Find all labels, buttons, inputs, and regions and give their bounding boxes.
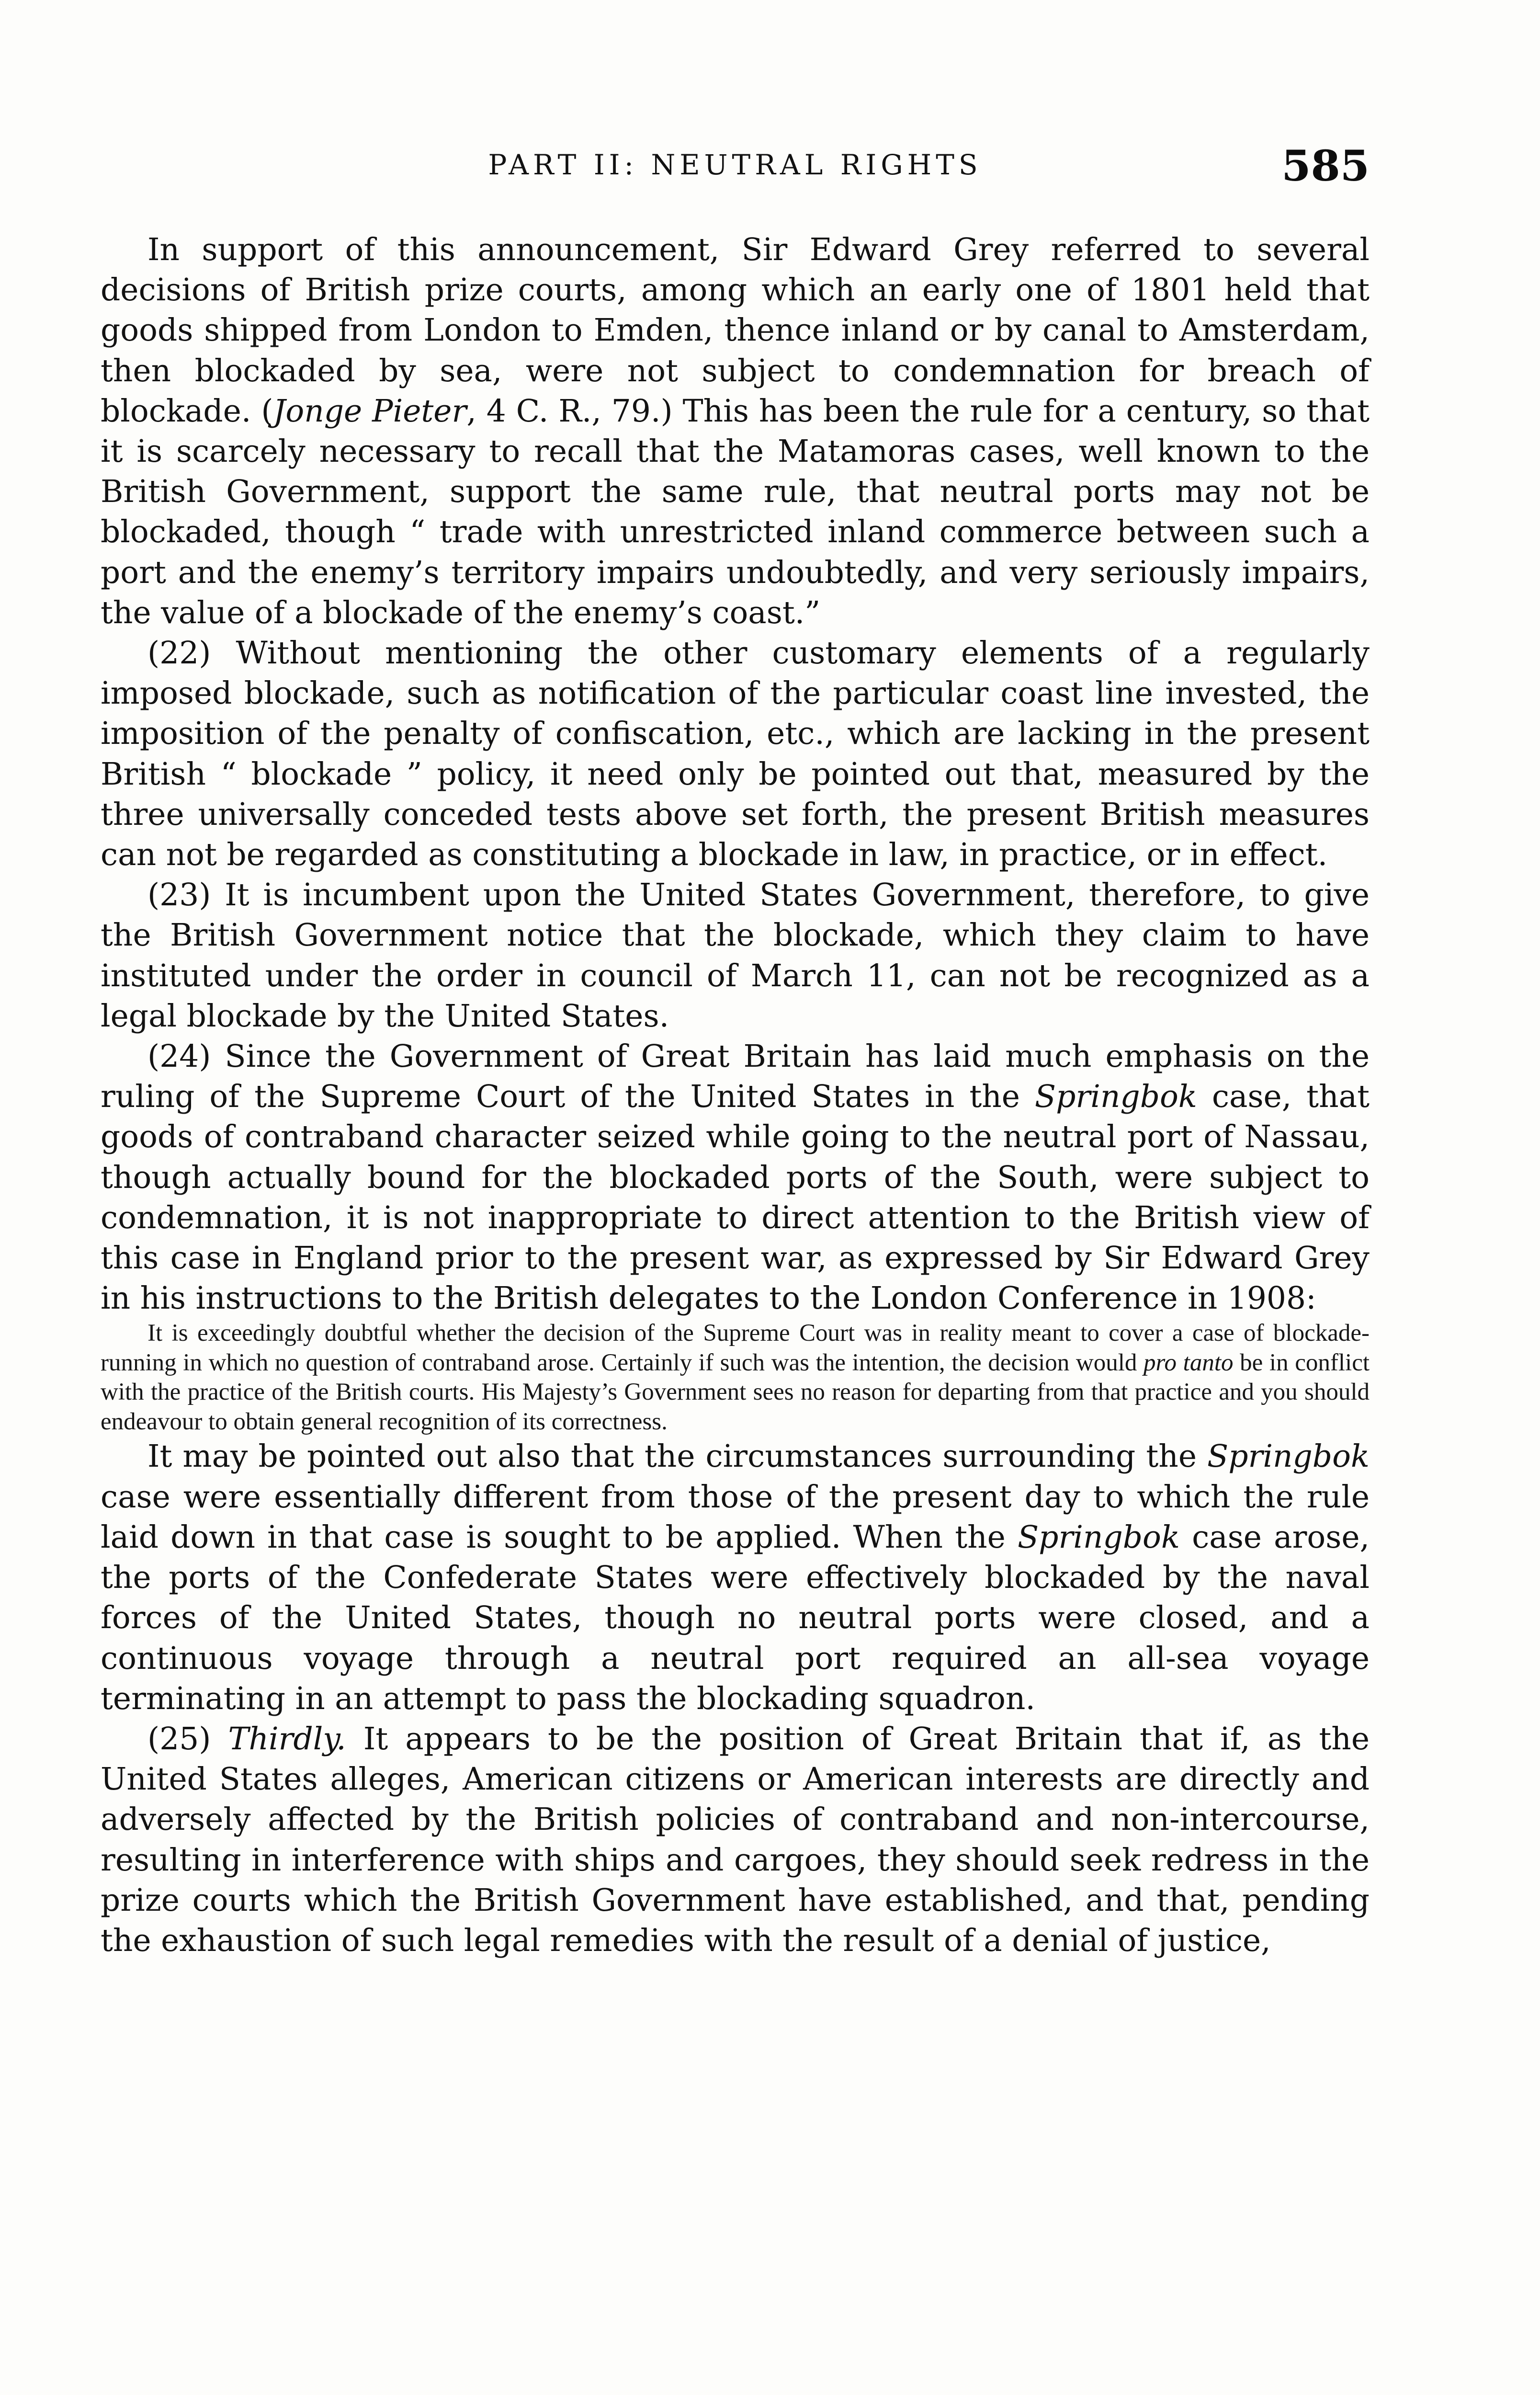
paragraph-24 (101, 1037, 1370, 1319)
page-number: 585 (1281, 141, 1370, 191)
running-head: PART II: NEUTRAL RIGHTS (488, 148, 982, 181)
quote-text: be in conflict with the practice of the British courts. His Majesty’s Government sees no reason for departing from that practice and you should endeavour to obtain general recognition of its correctness. (101, 1349, 1370, 1435)
paragraph-text: case, that goods of contraband character seized while going to the neutral port of Nassau, though actually bound for the blockaded ports of the South, were subject to condemnation, it is not inappropriate to direct attention to the British view of this case in England prior to the present war, as expressed by Sir Edward Grey in his instructions to the British delegates to the London Conference in 1908: (101, 1079, 1370, 1317)
paragraph-grey-announcement (101, 230, 1370, 633)
paragraph-number: (25) (147, 1721, 228, 1757)
quote-text: It is exceedingly doubtful whether the decision of the Supreme Court was in reality meant to cover a case of blockade-running in which no question of contraband arose. Certainly if such was the intention, the decision would (101, 1320, 1370, 1376)
case-name: Springbok (1034, 1079, 1197, 1115)
case-name: Jonge Pieter (273, 393, 467, 429)
case-name: Springbok (1018, 1519, 1180, 1555)
body-text (101, 230, 1370, 1961)
case-name: Springbok (1207, 1438, 1370, 1475)
paragraph-25 (101, 1719, 1370, 1961)
paragraph-text: It may be pointed out also that the circumstances surrounding the (147, 1438, 1208, 1475)
page-header (101, 141, 1370, 201)
quote-italic-phrase: pro tanto (1144, 1349, 1234, 1376)
paragraph-text: , 4 C. R., 79.) This has been the rule for a century, so that it is scarcely necessary to recall that the Matamoras cases, well known to the British Government, support the same rule, that neutral ports may not be blockaded, though “ trade with unrestricted inland commerce between such a port and the enemy’s territory impairs undoubtedly, and very seriously impairs, the value of a blockade of the enemy’s coast.” (101, 393, 1370, 631)
paragraph-text: In support of this announcement, Sir Edward Grey referred to several decisions of British prize courts, among which an early one of 1801 held that goods shipped from London to Emden, thence inland or by canal to Amsterdam, then blockaded by sea, were not subject to condemnation for breach of blockade. ( (101, 232, 1370, 429)
paragraph-22: (22) Without mentioning the other customary elements of a regularly imposed blockade, such as notification of the particular coast line invested, the imposition of the penalty of confiscation, etc., which are lacking in the present British “ blockade ” policy, it need only be pointed out that, measured by the three universally conceded tests above set forth, the present British measures can not be regarded as constituting a blockade in law, in practice, or in effect. (101, 635, 1370, 873)
paragraph-lead-word: Thirdly. (228, 1721, 346, 1757)
block-quote (101, 1319, 1370, 1437)
paragraph-text: case arose, the ports of the Confederate States were effectively blockaded by the naval forces of the United States, though no neutral ports were closed, and a continuous voyage through a neutral port required an all-sea voyage terminating in an attempt to pass the blockading squadron. (101, 1519, 1370, 1717)
paragraph-text: case were essentially different from those of the present day to which the rule laid down in that case is sought to be applied. When the (101, 1479, 1370, 1555)
paragraph-23: (23) It is incumbent upon the United States Government, therefore, to give the British Government notice that the blockade, which they claim to have instituted under the order in council of March 11, can not be recognized as a legal blockade by the United States. (101, 877, 1370, 1034)
paragraph-text: It appears to be the position of Great Britain that if, as the United States alleges, American citizens or American interests are directly and adversely affected by the British policies of contraband and non-intercourse, resulting in interference with ships and cargoes, they should seek redress in the prize courts which the British Government have established, and that, pending the exhaustion of such legal remedies with the result of a denial of justice, (101, 1721, 1370, 1959)
paragraph-springbok-circumstances (101, 1437, 1370, 1719)
paragraph-text: (24) Since the Government of Great Britain has laid much emphasis on the ruling of the Supreme Court of the United States in the (101, 1038, 1370, 1115)
